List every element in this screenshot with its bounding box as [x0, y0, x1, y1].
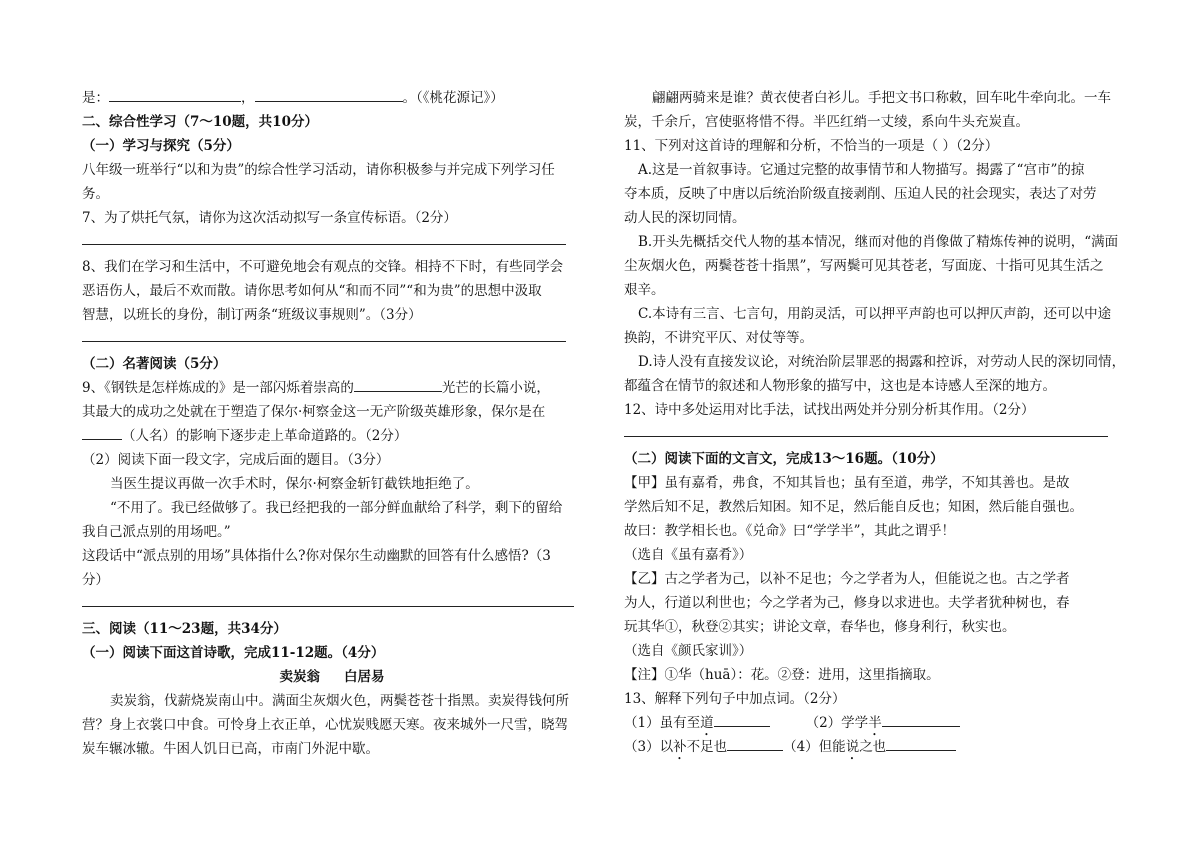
line-suffix: 。（《桃花源记》）: [402, 90, 504, 106]
question-8-line: 8、我们在学习和生活中，不可避免地会有观点的交锋。相持不下时，有些同学会: [82, 259, 564, 275]
dotted-word: 半: [868, 715, 882, 731]
option-c: C.本诗有三言、七言句，用韵灵活，可以押平声韵也可以押仄声韵，还可以中途: [638, 306, 1112, 322]
poem-line: 炭车辗冰辙。牛困人饥日已高，市南门外泥中歇。: [82, 741, 379, 757]
question-9-line: [82, 424, 582, 448]
classical-text-yi: 为人，行道以利世也；今之学者为己，修身以求进也。夫学者犹种树也，春: [624, 595, 1070, 611]
poem-author: 白居易: [344, 669, 385, 685]
option-d: 都蕴含在情节的叙述和人物形象的描写中，这也是本诗感人至深的地方。: [624, 378, 1056, 394]
answer-blank[interactable]: [882, 712, 960, 727]
q13-item-4-rest: 之也: [859, 739, 887, 755]
option-b: 艰辛。: [624, 282, 665, 298]
question-9-line: [82, 376, 582, 400]
q13-item-3-rest: 不足也: [686, 739, 728, 755]
poem-title-line: [82, 665, 582, 689]
question-13-row: [624, 711, 1122, 735]
q13-item-4: （4）但能: [783, 739, 846, 755]
answer-blank[interactable]: [109, 87, 241, 102]
answer-blank[interactable]: [886, 736, 956, 751]
option-b: 尘灰烟火色，两鬓苍苍十指黑”，写两鬓可见其苍老，写面庞、十指可见其生活之: [624, 258, 1104, 274]
question-9b-heading: （2）阅读下面一段文字，完成后面的题目。（3分）: [82, 452, 390, 468]
question-11: 11、下列对这首诗的理解和分析，不恰当的一项是（ ）（2分）: [624, 138, 999, 154]
left-column: [82, 86, 582, 761]
source-citation: （选自《虽有嘉肴》）: [624, 547, 753, 563]
answer-blank[interactable]: [82, 425, 122, 440]
section-heading: 三、阅读（11～23题，共34分）: [82, 621, 287, 637]
answer-line[interactable]: [624, 436, 1108, 437]
q13-item-3: （3）以: [624, 739, 674, 755]
classical-text-jia: 学然后知不足，教然后知困。知不足，然后能自反也；知困，然后能自强也。: [624, 499, 1083, 515]
answer-line[interactable]: [82, 341, 566, 342]
answer-blank[interactable]: [255, 87, 403, 102]
option-c: 换韵，不讲究平仄、对仗等等。: [624, 330, 813, 346]
subsection-heading: （二）阅读下面的文言文，完成13～16题。（10分）: [624, 451, 944, 467]
option-a: 动人民的深切同情。: [624, 210, 746, 226]
answer-line[interactable]: [82, 606, 574, 607]
question-line: 分）: [82, 572, 109, 588]
classical-text-jia: 【甲】虽有嘉肴，弗食，不知其旨也；虽有至道，弗学，不知其善也。是故: [624, 475, 1070, 491]
classical-text-yi: 玩其华①，秋登②其实；讲论文章，春华也，修身利行，秋实也。: [624, 619, 1016, 635]
poem-line: 炭，千余斤，宫使驱将惜不得。半匹红绡一丈绫，系向牛头充炭直。: [624, 114, 1029, 130]
question-13-row: [624, 735, 1122, 759]
annotation-note: 【注】①华（huā）：花。②登：进用，这里指摘取。: [624, 667, 940, 683]
line-prefix: 是：: [82, 90, 109, 106]
question-12: 12、诗中多处运用对比手法，试找出两处并分别分析其作用。（2分）: [624, 402, 1035, 418]
passage-line: 当医生提议再做一次手术时，保尔·柯察金斩钉截铁地拒绝了。: [110, 476, 479, 492]
answer-blank[interactable]: [727, 736, 783, 751]
question-13: 13、解释下列句子中加点词。（2分）: [624, 691, 846, 707]
classical-text-jia: 故曰：教学相长也。《兑命》曰“学学半”，其此之谓乎！: [624, 523, 956, 539]
poem-line: 翩翩两骑来是谁？黄衣使者白衫儿。手把文书口称敕，回车叱牛牵向北。一车: [652, 90, 1111, 106]
q13-item-2: （2）学学: [805, 715, 869, 731]
section-heading: 二、综合性学习（7～10题，共10分）: [82, 114, 318, 130]
paragraph-line: 务。: [82, 186, 109, 202]
poem-title: 卖炭翁: [279, 669, 320, 685]
option-b: B.开头先概括交代人物的基本情况，继而对他的肖像做了精炼传神的说明，“满面: [638, 234, 1119, 250]
paragraph-line: 八年级一班举行“以和为贵”的综合性学习活动，请你积极参与并完成下列学习任: [82, 162, 555, 178]
subsection-heading: （一）学习与探究（5分）: [82, 138, 240, 154]
subsection-heading: （二）名著阅读（5分）: [82, 356, 227, 372]
question-9-text: 光芒的长篇小说，: [441, 380, 550, 396]
question-line: 这段话中“派点别的用场”具体指什么?你对保尔生动幽默的回答有什么感悟?（3: [82, 548, 551, 564]
source-citation: （选自《颜氏家训》）: [624, 643, 753, 659]
dotted-word: 说: [845, 739, 860, 755]
line-separator: ，: [241, 90, 255, 106]
question-8-line: 智慧，以班长的身份，制订两条“班级议事规则”。（3分）: [82, 307, 422, 323]
poem-line: 卖炭翁，伐薪烧炭南山中。满面尘灰烟火色，两鬓苍苍十指黑。卖炭得钱何所: [110, 693, 569, 709]
answer-blank[interactable]: [714, 712, 770, 727]
option-d: D.诗人没有直接发议论，对统治阶层罪恶的揭露和控诉，对劳动人民的深切同情，: [638, 354, 1126, 370]
question-9-line: 其最大的成功之处就在于塑造了保尔·柯察金这一无产阶级英雄形象，保尔是在: [82, 404, 546, 420]
question-9-text: 9、《钢铁是怎样炼成的》是一部闪烁着崇高的: [82, 380, 354, 396]
answer-line-taohuayuanji: [82, 86, 582, 110]
option-a: 夺本质，反映了中唐以后统治阶级直接剥削、压迫人民的社会现实，表达了对劳: [624, 186, 1097, 202]
answer-line[interactable]: [82, 244, 566, 245]
question-9-text: （人名）的影响下逐步走上革命道路的。（2分）: [122, 428, 408, 444]
dotted-word: 补: [673, 739, 687, 755]
classical-text-yi: 【乙】古之学者为己，以补不足也；今之学者为人，但能说之也。古之学者: [624, 571, 1070, 587]
question-8-line: 恶语伤人，最后不欢而散。请你思考如何从“和而不同”“和为贵”的思想中汲取: [82, 283, 542, 299]
option-a: A.这是一首叙事诗。它通过完整的故事情节和人物描写。揭露了“宫市”的掠: [638, 162, 1085, 178]
passage-line: 我自己派点别的用场吧。”: [82, 524, 231, 540]
passage-line: “不用了。我已经做够了。我已经把我的一部分鲜血献给了科学，剩下的留给: [110, 500, 563, 516]
subsection-heading: （一）阅读下面这首诗歌，完成11-12题。（4分）: [82, 645, 385, 661]
answer-blank[interactable]: [354, 377, 442, 392]
poem-line: 营？身上衣裳口中食。可怜身上衣正单，心忧炭贱愿天寒。夜来城外一尺雪，晓驾: [82, 717, 568, 733]
dotted-word: 道: [700, 715, 714, 731]
q13-item-1: （1）虽有至: [624, 715, 701, 731]
question-7: 7、为了烘托气氛，请你为这次活动拟写一条宣传标语。（2分）: [82, 210, 457, 226]
right-column: [624, 86, 1126, 759]
